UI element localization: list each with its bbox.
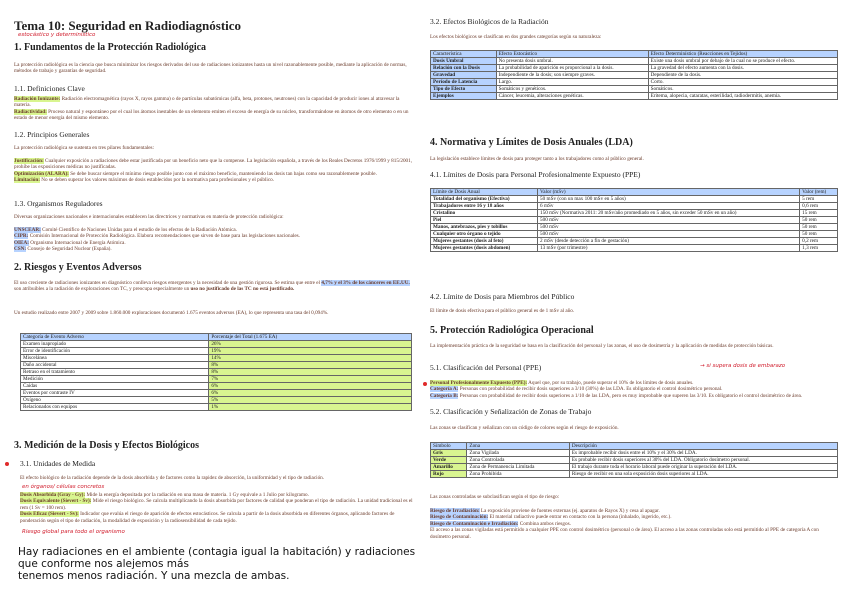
bottom-note-line-1: Hay radiaciones en el ambiente (contagia igual la habitación) y radiaciones — [18, 546, 416, 558]
table-cell: Eventos por contraste IV — [21, 390, 209, 397]
annotation-dot — [423, 382, 427, 386]
table-cell: Es improbable recibir dosis entre el 10% y el 30% del LDA. — [569, 450, 837, 457]
table-cell: Caídas — [21, 383, 209, 390]
table-cell: Dependiente de la dosis. — [648, 72, 837, 79]
table-cell: 0,6 rem — [800, 203, 838, 210]
table-row — [431, 217, 838, 224]
table-cell: 0,2 rem — [800, 238, 838, 245]
regulator-oiea: OIEA: Organismo Internacional de Energía Atómica. — [14, 239, 126, 246]
table-cell: Independiente de la dosis; son siempre graves. — [496, 72, 648, 79]
principles-intro: La protección radiológica se sustenta en tres pilares fundamentales: — [14, 145, 155, 151]
limits-intro: La legislación establece límites de dosis para proteger tanto a los trabajadores como al público general. — [430, 156, 644, 162]
table-cell: Es probable recibir dosis superiores al 30% del LDA. Obligatorio dosímetro personal. — [569, 457, 837, 464]
table-row — [21, 383, 412, 390]
ppe-limits-table — [430, 188, 838, 252]
table-cell: 6% — [209, 383, 412, 390]
section-5-heading: 5. Protección Radiológica Operacional — [430, 325, 594, 336]
table-cell: Somáticos y genéticos. — [496, 86, 648, 93]
table-cell: Corto. — [648, 79, 837, 86]
ppe-definition: Personal Profesionalmente Expuesto (PPE): Aquel que, por su trabajo, puede superar el 10% de los límites de dosis anuales. — [430, 380, 694, 386]
table-cell: 1% — [209, 404, 412, 411]
regulator-cipr: CIPR: Comisión Internacional de Protección Radiológica. Elabora recomendaciones que sirven de base para las legislaciones nacionales. — [14, 233, 300, 240]
section-1-heading: 1. Fundamentos de la Protección Radiológica — [14, 42, 207, 53]
table-cell: Zona Controlada — [467, 457, 569, 464]
table-header-cell: Zona — [467, 443, 569, 450]
table-row — [431, 65, 838, 72]
table-cell: No presenta dosis umbral. — [496, 58, 648, 65]
table-cell: 19% — [209, 348, 412, 355]
table-header-cell: Efecto Determinístico (Reacciones en Tejidos) — [648, 51, 837, 58]
effects-table — [430, 50, 838, 100]
table-cell: Cáncer, leucemia, alteraciones genéticas. — [496, 93, 648, 100]
table-cell: Trabajadores entre 16 y 18 años — [431, 203, 538, 210]
regulator-csn: CSN: Consejo de Seguridad Nuclear (España). — [14, 246, 112, 253]
section-5-2-heading: 5.2. Clasificación y Señalización de Zonas de Trabajo — [430, 407, 592, 416]
handwritten-note-organs: en órganos/ células concretos — [22, 484, 105, 490]
table-cell: Somáticos. — [648, 86, 837, 93]
table-cell: Relacionados con equipos — [21, 404, 209, 411]
table-row — [21, 404, 412, 411]
handwritten-note-pregnancy: → si supera dosis de embarazo — [700, 363, 786, 369]
unit-effective: Dosis Eficaz (Sievert - Sv): Indicador que evalúa el riesgo de aparición de efectos estocásticos. Se calcula a partir de la dosis absorbida en diferentes órganos, aplicando factores de ponderación según el tipo de radiación, la modalidad de exposición y la radiosensibilidad de cada tejido. — [20, 511, 395, 524]
table-cell: 500 mSv — [538, 217, 800, 224]
bottom-note-line-2: que conforme nos alejemos más — [18, 558, 189, 570]
table-cell: Retraso en el tratamiento — [21, 369, 209, 376]
principle-optimization: Optimización (ALARA): Se debe buscar siempre el mínimo riesgo posible junto con el máximo beneficio, manteniendo las dosis tan bajas como sea razonablemente posible. — [14, 170, 377, 177]
regulators-intro: Diversas organizaciones nacionales e internacionales establecen las directrices y normativas en materia de protección radiológica: — [14, 214, 284, 220]
table-cell: Mujeres gestantes (dosis abdomen) — [431, 245, 538, 252]
table-header-row — [21, 334, 412, 341]
table-cell: Manos, antebrazos, pies y tobillos — [431, 224, 538, 231]
table-row — [21, 341, 412, 348]
table-cell: Verde — [431, 457, 467, 464]
table-row — [431, 245, 838, 252]
table-cell: Error de identificación — [21, 348, 209, 355]
unit-equivalent: Dosis Equivalente (Sievert - Sv): Mide el riesgo biológico. Se calcula multiplicando la dosis absorbida por factores de calidad que ponderan el tipo de radiación. La unidad tradicional es el rem (1 Sv = 100 rem). — [20, 498, 413, 511]
table-header-cell: Categoría de Evento Adverso — [21, 334, 209, 341]
table-row — [21, 390, 412, 397]
table-row — [431, 210, 838, 217]
table-row — [431, 457, 838, 464]
table-cell: Zona Prohibida — [467, 471, 569, 478]
category-b: Categoría B: Personas con probabilidad de recibir dosis superiores a 1/10 de las LDA, pero es muy improbable que superen las 3/10. Es obligatorio el control dosimétrico de área. — [430, 392, 803, 399]
table-cell: Relación con la Dosis — [431, 65, 497, 72]
table-cell: Zona Vigilada — [467, 450, 569, 457]
table-cell: Riesgo de recibir en una sola exposición dosis superiores al LDA. — [569, 471, 837, 478]
table-cell: Dosis Umbral — [431, 58, 497, 65]
section-5-1-heading: 5.1. Clasificación del Personal (PPE) — [430, 363, 542, 372]
table-cell: 6% — [209, 390, 412, 397]
table-cell: 500 mSv — [538, 224, 800, 231]
table-row — [431, 203, 838, 210]
table-header-cell: Porcentaje del Total (1.675 EA) — [209, 334, 412, 341]
table-cell: Existe una dosis umbral por debajo de la cual no se produce el efecto. — [648, 58, 837, 65]
table-cell: 7% — [209, 376, 412, 383]
table-cell: Cualquier otro órgano o tejido — [431, 231, 538, 238]
adverse-events-table — [20, 333, 412, 411]
definition-ionizing: Radiación Ionizante: Radiación electromagnética (rayos X, rayos gamma) o de partículas subatómicas (alfa, beta, protones, neutrones) con la capacidad de producir iones al atravesar la materia. — [14, 96, 400, 109]
zones-access-text: El acceso a las zonas vigiladas está permitido a cualquier PPE con control dosimétrico (personal o de área). El acceso a las zonas controladas solo está permitido al PPE de categoría A con dosímetro personal. — [430, 527, 819, 540]
page-title: Tema 10: Seguridad en Radiodiagnóstico — [14, 18, 242, 33]
table-row — [21, 362, 412, 369]
table-cell: 2 mSv (desde detección a fin de gestación) — [538, 238, 800, 245]
table-row — [21, 348, 412, 355]
table-cell: Largo. — [496, 79, 648, 86]
table-cell: 50 rem — [800, 231, 838, 238]
annotation-dot — [5, 462, 9, 466]
table-header-cell: Característica — [431, 51, 497, 58]
section-1-1-heading: 1.1. Definiciones Clave — [14, 84, 85, 93]
table-cell: 150 mSv (Normativa 2011: 20 mSv/año promediado en 5 años, sin exceder 50 mSv en un año) — [538, 210, 800, 217]
table-header-cell: Valor (rem) — [800, 189, 838, 196]
table-cell: Eritema, alopecia, cataratas, esterilidad, radiodermitis, anemia. — [648, 93, 837, 100]
table-cell: 1,3 rem — [800, 245, 838, 252]
table-header-row — [431, 443, 838, 450]
table-cell: 6 mSv — [538, 203, 800, 210]
table-cell: 14% — [209, 355, 412, 362]
table-row — [431, 72, 838, 79]
table-cell: El trabajo durante toda el horario laboral puede originar la superación del LDA. — [569, 464, 837, 471]
table-cell: 5 rem — [800, 196, 838, 203]
table-row — [431, 93, 838, 100]
table-cell: Piel — [431, 217, 538, 224]
table-row — [431, 231, 838, 238]
table-cell: 8% — [209, 362, 412, 369]
table-cell: 5% — [209, 397, 412, 404]
risks-paragraph-1: El uso creciente de radiaciones ionizantes en diagnóstico conlleva riesgos emergentes y la necesidad de una gestión rigurosa. Se estima que entre el 4,7% y el 3% de los cánceres en EE.UU. son atribuibles a la radiación de exploraciones con TC, y preocupa especialmente un uso no justificado de las TC no está justificado. — [14, 280, 410, 293]
table-cell: Cristalino — [431, 210, 538, 217]
table-header-row — [431, 189, 838, 196]
zones-subclass-intro: Las zonas controladas se subclasifican según el tipo de riesgo: — [430, 494, 560, 500]
table-row — [431, 450, 838, 457]
section-3-1-heading: 3.1. Unidades de Medida — [20, 459, 96, 468]
section-1-2-heading: 1.2. Principios Generales — [14, 130, 90, 139]
table-row — [21, 376, 412, 383]
table-row — [431, 238, 838, 245]
zones-table — [430, 442, 838, 478]
table-cell: Rojo — [431, 471, 467, 478]
principle-justification: Justificación: Cualquier exposición a radiaciones debe estar justificada por un beneficio neto que la compense. La legislación española, a través de los Reales Decretos 1976/1999 y 815/2001, prohíbe las exposiciones médicas no justificadas. — [14, 158, 413, 171]
table-cell: 15 rem — [800, 210, 838, 217]
effects-intro: Los efectos biológicos se clasifican en dos grandes categorías según su naturaleza: — [430, 34, 602, 40]
section-3-heading: 3. Medición de la Dosis y Efectos Biológicos — [14, 440, 199, 451]
table-header-cell: Efecto Estocástico — [496, 51, 648, 58]
table-header-cell: Límite de Dosis Anual — [431, 189, 538, 196]
table-row — [21, 397, 412, 404]
risks-paragraph-2: Un estudio realizado entre 2007 y 2009 sobre 1.860.000 exploraciones documentó 1.675 eventos adversos (EA), lo que representa una tasa del 0,094%. — [14, 310, 329, 316]
table-cell: Miscelánea — [21, 355, 209, 362]
category-a: Categoría A: Personas con probabilidad de recibir dosis superiores a 3/10 (30%) de las LDA. Es obligatorio el control dosimétrico personal. — [430, 386, 723, 393]
table-row — [431, 58, 838, 65]
table-cell: 500 mSv — [538, 231, 800, 238]
table-cell: Gravedad — [431, 72, 497, 79]
table-cell: 50 mSv (con un max 100 mSv en 5 años) — [538, 196, 800, 203]
table-cell: La gravedad del efecto aumenta con la dosis. — [648, 65, 837, 72]
table-row — [431, 79, 838, 86]
table-cell: Tipo de Efecto — [431, 86, 497, 93]
table-header-cell: Descripción — [569, 443, 837, 450]
risk-irradiation: Riesgo de Irradiación: La exposición proviene de fuentes externas (ej. aparatos de Rayos X) y cesa al apagar. — [430, 508, 660, 514]
unit-gray: Dosis Absorbida (Gray - Gy): Mide la energía depositada por la radiación en una masa de materia. 1 Gy equivale a 1 Julio por kilogramo. — [20, 492, 309, 498]
table-cell: Mujeres gestantes (dosis al feto) — [431, 238, 538, 245]
risk-both: Riesgo de Contaminación e Irradiación: Combina ambos riesgos. — [430, 520, 571, 527]
table-cell: Gris — [431, 450, 467, 457]
table-row — [431, 471, 838, 478]
table-header-cell: Valor (mSv) — [538, 189, 800, 196]
table-cell: 50 rem — [800, 217, 838, 224]
public-limit-text: El límite de dosis efectiva para el público general es de 1 mSv al año. — [430, 308, 575, 314]
principle-limitation: Limitación: No se deben superar los valores máximos de dosis establecidos por la normativa para profesionales y el público. — [14, 177, 275, 184]
zones-intro: Las zonas se clasifican y señalizan con un código de colores según el riesgo de exposición. — [430, 425, 619, 431]
section-4-1-heading: 4.1. Límites de Dosis para Personal Profesionalmente Expuesto (PPE) — [430, 170, 641, 179]
table-cell: Ejemplos — [431, 93, 497, 100]
risk-contamination: Riesgo de Contaminación: El material radiactivo puede entrar en contacto con la persona (inhalado, ingerido, etc.). — [430, 514, 672, 521]
table-row — [431, 464, 838, 471]
table-row — [21, 355, 412, 362]
bottom-note-line-3: tenemos menos radiación. Y una mezcla de ambas. — [18, 570, 290, 582]
table-cell: Zona de Permanencia Limitada — [467, 464, 569, 471]
table-cell: Daño accidental — [21, 362, 209, 369]
section-3-2-heading: 3.2. Efectos Biológicos de la Radiación — [430, 17, 549, 26]
section-1-3-heading: 1.3. Organismos Reguladores — [14, 199, 103, 208]
table-cell: 26% — [209, 341, 412, 348]
table-cell: 13 mSv (por trimestre) — [538, 245, 800, 252]
section-4-2-heading: 4.2. Límite de Dosis para Miembros del Público — [430, 292, 575, 301]
table-row — [431, 86, 838, 93]
table-cell: Período de Latencia — [431, 79, 497, 86]
table-cell: 50 rem — [800, 224, 838, 231]
units-intro: El efecto biológico de la radiación depende de la dosis absorbida y de factores como la rapidez de absorción, la uniformidad y el tipo de radiación. — [20, 475, 325, 481]
table-cell: Medición — [21, 376, 209, 383]
handwritten-note-global: Riesgo global para todo el organismo — [22, 529, 125, 535]
table-cell: La probabilidad de aparición es proporcional a la dosis. — [496, 65, 648, 72]
table-cell: Totalidad del organismo (Efectiva) — [431, 196, 538, 203]
section-1-text: La protección radiológica es la ciencia que busca minimizar los riesgos derivados del uso de radiaciones ionizantes hasta un nivel razonablemente posible, mediante la aplicación de normas, métodos de trabajo y garantías de seguridad. — [14, 62, 407, 75]
section-2-heading: 2. Riesgos y Eventos Adversos — [14, 262, 142, 273]
regulator-unscear: UNSCEAR: Comité Científico de Naciones Unidas para el estudio de los efectos de la Radiación Atómica. — [14, 227, 238, 233]
section-4-heading: 4. Normativa y Límites de Dosis Anuales (LDA) — [430, 137, 633, 148]
table-cell: Amarillo — [431, 464, 467, 471]
table-header-cell: Símbolo — [431, 443, 467, 450]
table-header-row — [431, 51, 838, 58]
table-cell: Examen inapropiado — [21, 341, 209, 348]
table-row — [431, 224, 838, 231]
handwritten-note-title: estocástico y determinístico — [18, 32, 96, 38]
table-row — [431, 196, 838, 203]
table-row — [21, 369, 412, 376]
definition-radioactivity: Radiactividad: Proceso natural y espontáneo por el cual los átomos inestables de un elemento emiten el exceso de energía de su núcleo, transformándose en átomos de otro elemento o en un estado de menor energía del mismo elemento. — [14, 108, 409, 122]
table-cell: Oxígeno — [21, 397, 209, 404]
table-cell: 8% — [209, 369, 412, 376]
operational-intro: La implementación práctica de la seguridad se basa en la clasificación del personal y las zonas, el uso de dosimetría y la aplicación de medidas de protección básicas. — [430, 343, 774, 349]
